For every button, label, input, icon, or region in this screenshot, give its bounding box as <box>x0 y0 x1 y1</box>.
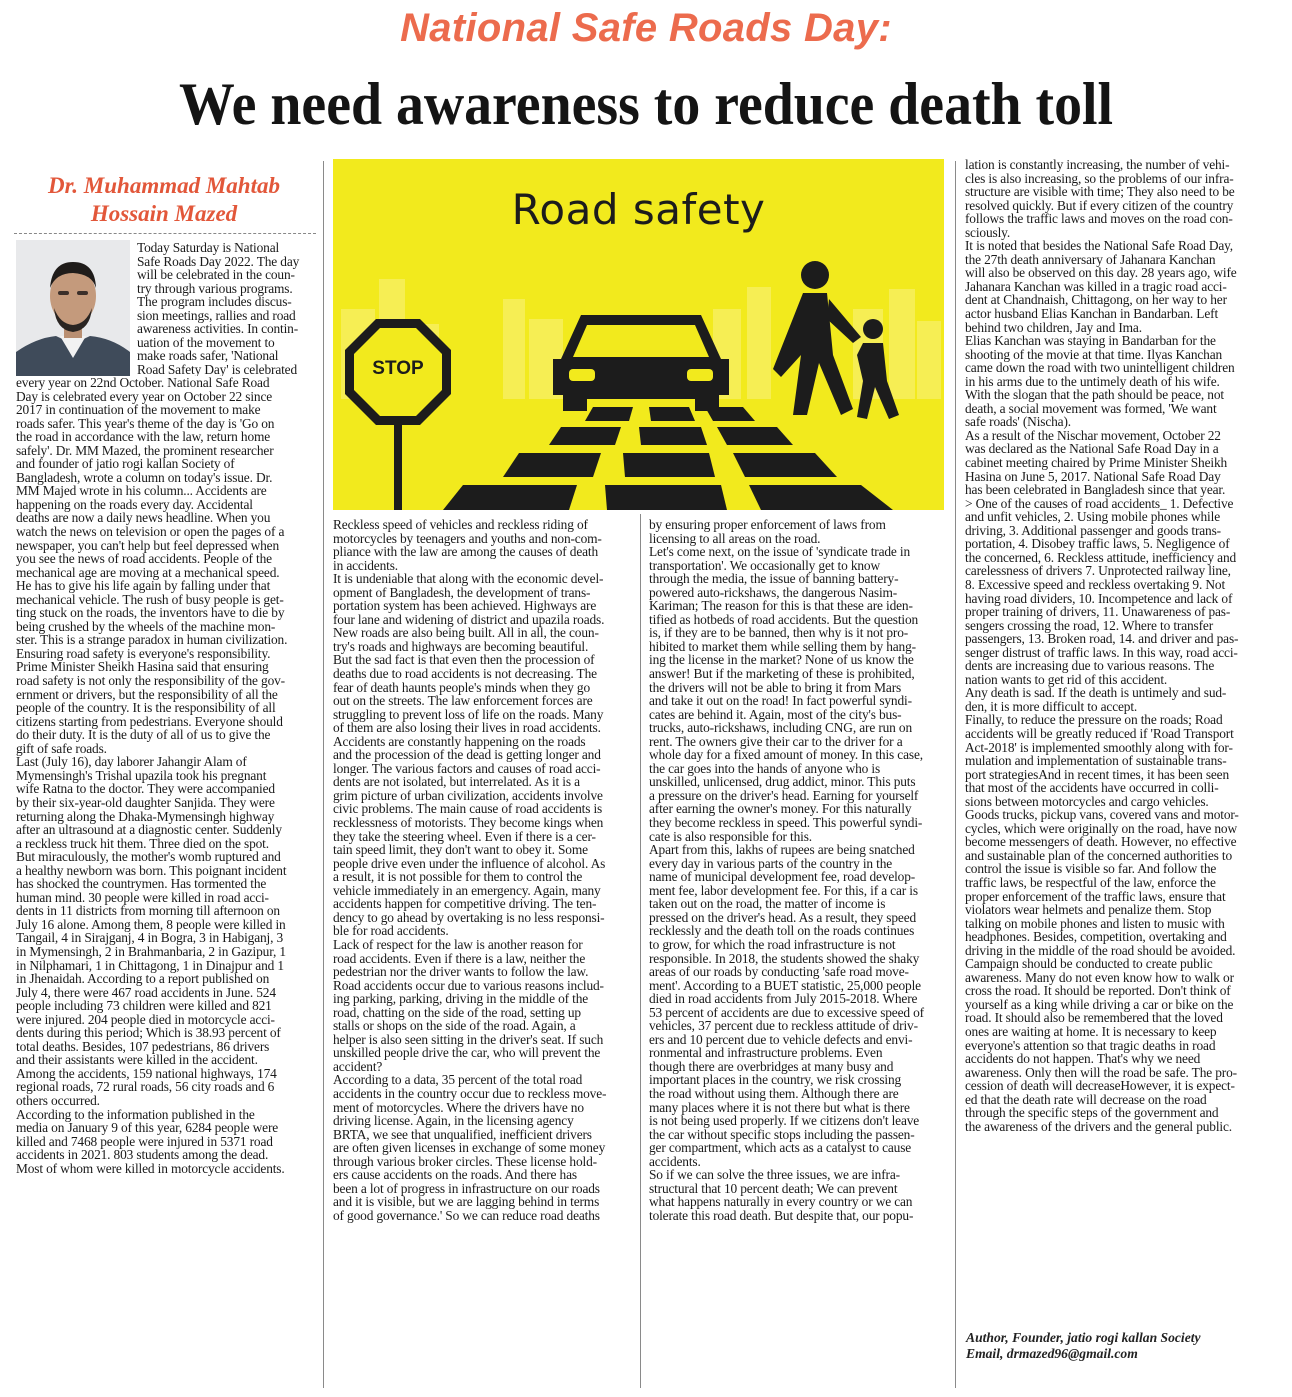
byline-divider <box>14 233 316 234</box>
column-rule <box>955 161 956 1388</box>
byline-line-2: Hossain Mazed <box>90 201 238 226</box>
article-column-1-wrap: Today Saturday is National Safe Roads Day 2022. The day will be celebrated in the coun- try through various programs. The program includes discus- sion meetings, rallies and road awareness activities. In contin- uation of the movement to make roads safer, 'National Road Safety Day' is celebrated <box>137 241 300 376</box>
article-column-2: Reckless speed of vehicles and reckless riding of motorcycles by teenagers and youths and non-com- pliance with the law are among the causes of death in accidents. It is undeniable that along with the economic devel- opment of Bangladesh, the development of trans- portation system has been achieved. Highways are four lane and widening of district and upazila roads. New roads are also being built. All in all, the coun- try's roads and highways are becoming beautiful. But the sad fact is that even then the procession of deaths due to road accidents is not decreasing. The fear of death haunts people's minds when they go out on the streets. The law enforcement forces are struggling to prevent loss of life on the roads. Many of them are also losing their lives in road accidents. Accidents are constantly happening on the roads and the procession of the dead is getting longer and longer. The various factors and causes of road acci- dents are not isolated, but interrelated. As it is a grim picture of urban civilization, accidents involve civic problems. The main cause of road accidents is recklessness of motorists. They become kings when they take the steering wheel. Even if there is a cer- tain speed limit, they don't want to obey it. Some people drive even under the influence of alcohol. As a result, it is not possible for them to control the vehicle immediately in an emergency. Again, many accidents happen for competitive driving. The ten- dency to go ahead by overtaking is no less responsi- ble for road accidents. Lack of respect for the law is another reason for road accidents. Even if there is a law, neither the pedestrian nor the driver wants to follow the law. Road accidents occur due to various reasons includ- ing parking, parking, driving in the middle of the road, chatting on the side of the road, setting up stalls or shops on the side of the road. Again, a helper is also seen sitting in the driver's seat. If such unskilled people drive the car, who will prevent the accident? According to a data, 35 percent of the total road accidents in the country occur due to reckless move- ment of motorcycles. Where the drivers have no driving license. Again, in the licensing agency BRTA, we see that unqualified, inefficient drivers are often given licenses in exchange of some money through various broker circles. These license hold- ers cause accidents on the roads. And there has been a lot of progress in infrastructure on our roads and it is visible, but we are lagging behind in terms of good governance.' So we can reduce road deaths <box>333 518 607 1223</box>
article-column-4: lation is constantly increasing, the number of vehi- cles is also increasing, so the problems of our infra- structure are visible with time; They also need to be resolved quickly. But if every citizen of the country follows the traffic laws and moves on the road con- sciously. It is noted that besides the National Safe Road Day, the 27th death anniversary of Jahanara Kanchan will also be observed on this day. 28 years ago, wife Jahanara Kanchan was killed in a tragic road acci- dent at Chandnaish, Chittagong, on her way to her actor husband Elias Kanchan in Bandarban. Left behind two children, Jay and Ima. Elias Kanchan was staying in Bandarban for the shooting of the movie at that time. Ilyas Kanchan came down the road with two unintelligent children in his arms due to the untimely death of his wife. With the slogan that the path should be peace, not death, a social movement was formed, 'We want safe roads' (Nischa). As a result of the Nischar movement, October 22 was declared as the National Safe Road Day in a cabinet meeting chaired by Prime Minister Sheikh Hasina on June 5, 2017. National Safe Road Day has been celebrated in Bangladesh since that year. > One of the causes of road accidents_ 1. Defective and unfit vehicles, 2. Using mobile phones while driving, 3. Additional passenger and goods trans- portation, 4. Disobey traffic laws, 5. Negligence of the concerned, 6. Reckless attitude, inefficiency and carelessness of drivers 7. Unprotected railway line, 8. Excessive speed and reckless overtaking 9. Not having road dividers, 10. Incompetence and lack of proper training of drivers, 11. Unawareness of pas- sengers crossing the road, 12. Where to transfer passengers, 13. Broken road, 14. and driver and pas- senger distrust of traffic laws. In this way, road acci- dents are increasing due to various reasons. The nation wants to get rid of this accident. Any death is sad. If the death is untimely and sud- den, it is more difficult to accept. Finally, to reduce the pressure on the roads; Road accidents will be greatly reduced if 'Road Transport Act-2018' is implemented smoothly along with for- mulation and implementation of sustainable trans- port strategiesAnd in recent times, it has been seen that most of the accidents have occurred in colli- sions between motorcycles and cargo vehicles. Goods trucks, pickup vans, covered vans and motor- cycles, which were originally on the road, have now become messengers of death. However, no effective and sustainable plan of the concerned authorities to control the issue is visible so far. And follow the traffic laws, be respectful of the law, enforce the proper enforcement of the traffic laws, ensure that violators wear helmets and penalize them. Stop talking on mobile phones and listen to music with headphones. Besides, competition, overtaking and driving in the middle of the road should be avoided. Campaign should be conducted to create public awareness. Many do not even know how to walk or cross the road. It should be reported. Don't think of yourself as a king while driving a car or bike on the road. It should also be remembered that the loved ones are waiting at home. It is necessary to keep everyone's attention so that tragic deaths in road accidents do not happen. That's why we need awareness. Only then will the road be safe. The pro- cession of death will decreaseHowever, it is expect- ed that the death rate will decrease on the road through the specific steps of the government and the awareness of the drivers and the general public. <box>965 158 1239 1134</box>
column-rule <box>640 514 641 1388</box>
signature-email: Email, drmazed96@gmail.com <box>966 1346 1138 1361</box>
article-column-3: by ensuring proper enforcement of laws from licensing to all areas on the road. Let's come next, on the issue of 'syndicate trade in transportation'. We occasionally get to know through the media, the issue of banning battery- powered auto-rickshaws, the dangerous Nasim- Kariman; The reason for this is that these are iden- tified as hotbeds of road accidents. But the question is, if they are to be banned, then why is it not pro- hibited to market them while selling them by hang- ing the license in the market? None of us know the answer! But if the marketing of these is prohibited, the drivers will not be able to bring it from Mars and take it out on the road! In fact powerful syndi- cates are behind it. Again, most of the city's bus- trucks, auto-rickshaws, including CNG, are run on rent. The owners give their car to the driver for a whole day for a fixed amount of money. In this case, the car goes into the hands of anyone who is unskilled, unlicensed, drug addict, minor. This puts a pressure on the driver's head. Earning for yourself after earning the owner's money. For this naturally they become reckless in speed. This powerful syndi- cate is also responsible for this. Apart from this, lakhs of rupees are being snatched every day in various parts of the country in the name of municipal development fee, road develop- ment fee, labor development fee. For this, if a car is taken out on the road, the matter of income is pressed on the driver's head. As a result, they speed recklessly and the death toll on the roads continues to grow, for which the road infrastructure is not responsible. In 2018, the students showed the shaky areas of our roads by conducting 'safe road move- ment'. According to a BUET statistic, 25,000 people died in road accidents from July 2015-2018. Where 53 percent of accidents are due to excessive speed of vehicles, 37 percent due to reckless attitude of driv- ers and 10 percent due to vehicle defects and envi- ronmental and infrastructure problems. Even though there are overbridges at many busy and important places in the country, we risk crossing the road without using them. Although there are many places where it is not there but what is there is not being used properly. If we citizens don't leave the car without specific stops including the passen- ger compartment, which acts as a catalyst to cause accidents. So if we can solve the three issues, we are infra- structural that 10 percent death; We can prevent what happens naturally in every country or we can tolerate this road death. But despite that, our popu- <box>649 518 924 1223</box>
article-column-1: every year on 22nd October. National Safe Road Day is celebrated every year on October 22 since 2017 in continuation of the movement to make roads safer. This year's theme of the day is 'Go on the road in accordance with the law, return home safely'. Dr. MM Mazed, the prominent researcher and founder of jatio rogi kallan Society of Bangladesh, wrote a column on today's issue. Dr. MM Majed wrote in his column... Accidents are happening on the roads every day. Accidental deaths are now a daily news headline. When you watch the news on television or open the pages of a newspaper, you can't help but feel depressed when you see the news of road accidents. People of the mechanical age are moving at a mechanical speed. He has to give his life again by falling under that mechanical vehicle. The rush of busy people is get- ting stuck on the roads, the inventors have to die by being crushed by the wheels of the machine mon- ster. This is a strange paradox in human civilization. Ensuring road safety is everyone's responsibility. Prime Minister Sheikh Hasina said that ensuring road safety is not only the responsibility of the gov- ernment or drivers, but the responsibility of all the people of the country. It is the responsibility of all citizens starting from pedestrians. Everyone should do their duty. It is the duty of all of us to give the gift of safe roads. Last (July 16), day laborer Jahangir Alam of Mymensingh's Trishal upazila took his pregnant wife Ratna to the doctor. They were accompanied by their six-year-old daughter Sanjida. They were returning along the Dhaka-Mymensingh highway after an ultrasound at a diagnostic center. Suddenly a reckless truck hit them. Three died on the spot. But miraculously, the mother's womb ruptured and a healthy newborn was born. This poignant incident has shocked the countrymen. Has tormented the human mind. 30 people were killed in road acci- dents in 11 districts from morning till afternoon on July 16 alone. Among them, 8 people were killed in Tangail, 4 in Sirajganj, 4 in Bogra, 3 in Habiganj, 3 in Mymensingh, 2 in Brahmanbaria, 2 in Gazipur, 1 in Nilphamari, 1 in Chittagong, 1 in Dinajpur and 1 in Jhenaidah. According to a report published on July 4, there were 467 road accidents in June. 524 people including 73 children were killed and 821 were injured. 204 people died in motorcycle acci- dents during this period; Which is 38.93 percent of total deaths. Besides, 107 pedestrians, 86 drivers and their assistants were killed in the accident. Among the accidents, 159 national highways, 174 regional roads, 72 rural roads, 56 city roads and 6 others occurred. According to the information published in the media on January 9 of this year, 6284 people were killed and 7468 people were injured in 5371 road accidents in 2021. 803 students among the dead. Most of whom were killed in motorcycle accidents. <box>16 376 288 1176</box>
signature-line-1: Author, Founder, jatio rogi kallan Society <box>966 1330 1201 1345</box>
byline-line-1: Dr. Muhammad Mahtab <box>48 173 280 198</box>
kicker-title: National Safe Roads Day: <box>400 6 892 50</box>
headline: We need awareness to reduce death toll <box>178 71 1114 137</box>
stop-sign-text: STOP <box>372 358 424 379</box>
car-icon <box>553 315 729 411</box>
illustration-caption: Road safety <box>511 185 766 234</box>
author-byline <box>14 172 314 228</box>
author-portrait-photo <box>16 240 130 376</box>
road-safety-illustration <box>333 159 944 510</box>
column-rule <box>323 161 324 1388</box>
author-signature <box>966 1330 1266 1362</box>
